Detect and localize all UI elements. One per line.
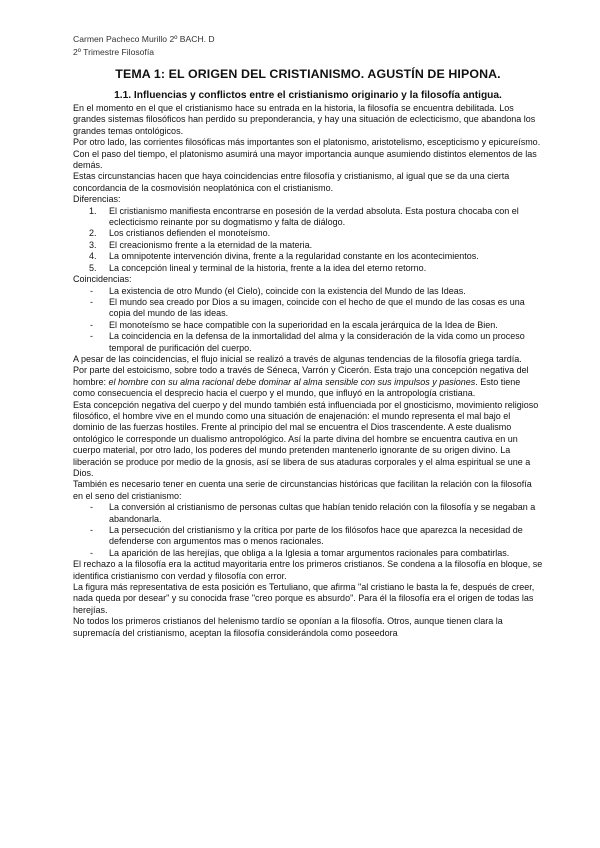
dash-bullet: - — [90, 319, 93, 330]
paragraph: En el momento en el que el cristianismo hace su entrada en la historia, la filosofía se encuentra debilitada. Los grandes sistemas filosóficos han perdido su preponderancia, y hay una situación de eclecticismo, que abandona los grandes temas ontológicos. — [73, 103, 536, 136]
list-item-text: La omnipotente intervención divina, frente a la regularidad constante en los acontecimientos. — [109, 251, 479, 262]
list-number: 4. — [89, 251, 97, 262]
section-subtitle: 1.1. Influencias y conflictos entre el cristianismo originario y la filosofía antigua. — [114, 90, 502, 101]
author-line: Carmen Pacheco Murillo 2º BACH. D — [73, 34, 215, 44]
paragraph: Por otro lado, las corrientes filosóficas más importantes son el platonismo, aristotelismo, escepticismo y epicureísmo. Con el paso del tiempo, el platonismo asumirá una mayor importancia aunque asumiendo distintos elementos de las demás. — [73, 137, 541, 171]
differences-list — [73, 206, 543, 274]
list-item — [73, 548, 543, 559]
dash-bullet: - — [90, 547, 93, 558]
paragraph: Esta concepción negativa del cuerpo y del mundo también está influenciada por el gnosticismo, movimiento religioso filosófico, el hombre vive en el mundo como una situación de enajenación: el mundo representa el mal bajo el dominio de las fuerzas hostiles. Frente al principio del mal se encuentra el Dios trascendente. A este dualismo ontológico le corresponde un dualismo antropológico. Así la parte divina del hombre se encuentra cautiva en un cuerpo material, por otro lado, los poderes del mundo pretenden mantenerlo ignorante de su origen divino. La liberación se produce por medio de la gnosis, así se libera de sus ataduras corporales y el alma espiritual se une a Dios. — [73, 399, 539, 478]
list-item — [73, 525, 543, 548]
dash-bullet: - — [90, 502, 93, 513]
circumstances-list — [73, 502, 543, 559]
list-item — [73, 228, 543, 239]
list-number: 2. — [89, 228, 97, 239]
list-item — [73, 251, 543, 262]
dash-bullet: - — [90, 525, 93, 536]
list-item-text: El mundo sea creado por Dios a su imagen, coincide con el hecho de que el mundo de las cosas es una copia del mundo de las ideas. — [109, 296, 525, 319]
list-item — [73, 502, 543, 525]
paragraph: La figura más representativa de esta posición es Tertuliano, que afirma "al cristiano le basta la fe, después de creer, nada queda por desear" y su conocida frase "creo porque es absurdo". Para él la filosofía era el origen de todas las herejías. — [73, 582, 535, 615]
list-item — [73, 331, 543, 354]
list-item-text: La existencia de otro Mundo (el Cielo), coincide con la existencia del Mundo de las Ideas. — [109, 285, 466, 296]
list-number: 5. — [89, 262, 97, 273]
list-item-text: La aparición de las herejías, que obliga a la Iglesia a tomar argumentos racionales para combatirlas. — [109, 547, 510, 558]
page-title: TEMA 1: EL ORIGEN DEL CRISTIANISMO. AGUSTÍN DE HIPONA. — [115, 67, 501, 81]
list-item-text: La conversión al cristianismo de personas cultas que habían tenido relación con la filosofía y se negaban a abandonarla. — [109, 502, 536, 524]
dash-bullet: - — [90, 285, 93, 296]
list-number: 1. — [89, 205, 97, 216]
differences-label: Diferencias: — [73, 194, 121, 205]
list-item — [73, 297, 543, 320]
coincidences-label: Coincidencias: — [73, 274, 132, 285]
italic-quote: el hombre con su alma racional debe dominar al alma sensible con sus impulsos y pasiones — [108, 376, 476, 387]
list-item — [73, 206, 543, 229]
list-number: 3. — [89, 239, 97, 250]
list-item-text: Los cristianos defienden el monoteísmo. — [109, 228, 271, 239]
list-item — [73, 286, 543, 297]
dash-bullet: - — [90, 296, 93, 307]
paragraph-text: . Esto tiene como consecuencia el desprecio hacia el cuerpo y el mundo, que influyó en la antropología cristiana. — [73, 376, 521, 399]
term-line: 2º Trimestre Filosofía — [73, 47, 154, 57]
list-item-text: El creacionismo frente a la eternidad de la materia. — [109, 239, 313, 250]
paragraph-text: Por parte del estoicismo, sobre todo a través de Séneca, Varrón y Cicerón. Esta trajo una concepción negativa del hombre: — [73, 365, 529, 387]
paragraph: A pesar de las coincidencias, el flujo inicial se realizó a través de algunas tendencias de la filosofía griega tardía. — [73, 353, 522, 364]
list-item — [73, 240, 543, 251]
coincidences-list — [73, 286, 543, 354]
list-item — [73, 320, 543, 331]
paragraph: Estas circunstancias hacen que haya coincidencias entre filosofía y cristianismo, al igual que se da una cierta concordancia de la cosmovisión neoplatónica con el cristianismo. — [73, 171, 510, 193]
paragraph: No todos los primeros cristianos del helenismo tardío se oponían a la filosofía. Otros, aunque tienen clara la supremacía del cristianismo, aceptan la filosofía considerándola como poseedora — [73, 616, 503, 638]
list-item-text: El cristianismo manifiesta encontrarse en posesión de la verdad absoluta. Esta postura chocaba con el eclecticismo reinante por su dogmatismo y falta de diálogo. — [109, 205, 519, 228]
paragraph: También es necesario tener en cuenta una serie de circunstancias históricas que facilitan la relación con la filosofía en el seno del cristianismo: — [73, 479, 532, 501]
list-item-text: La concepción lineal y terminal de la historia, frente a la idea del eterno retorno. — [109, 262, 427, 273]
list-item — [73, 263, 543, 274]
list-item-text: El monoteísmo se hace compatible con la superioridad en la escala jerárquica de la Idea de Bien. — [109, 319, 498, 330]
paragraph — [73, 365, 543, 399]
list-item-text: La coincidencia en la defensa de la inmortalidad del alma y la consideración de la vida como un proceso temporal de purificación del cuerpo. — [109, 331, 525, 353]
list-item-text: La persecución del cristianismo y la crítica por parte de los filósofos hace que aparezca la necesidad de defenderse con argumentos mas o menos racionales. — [109, 525, 523, 547]
dash-bullet: - — [90, 331, 93, 342]
paragraph: El rechazo a la filosofía era la actitud mayoritaria entre los primeros cristianos. Se condena a la filosofía en bloque, se identifica cristianismo con verdad y filosofía con error. — [73, 559, 543, 581]
